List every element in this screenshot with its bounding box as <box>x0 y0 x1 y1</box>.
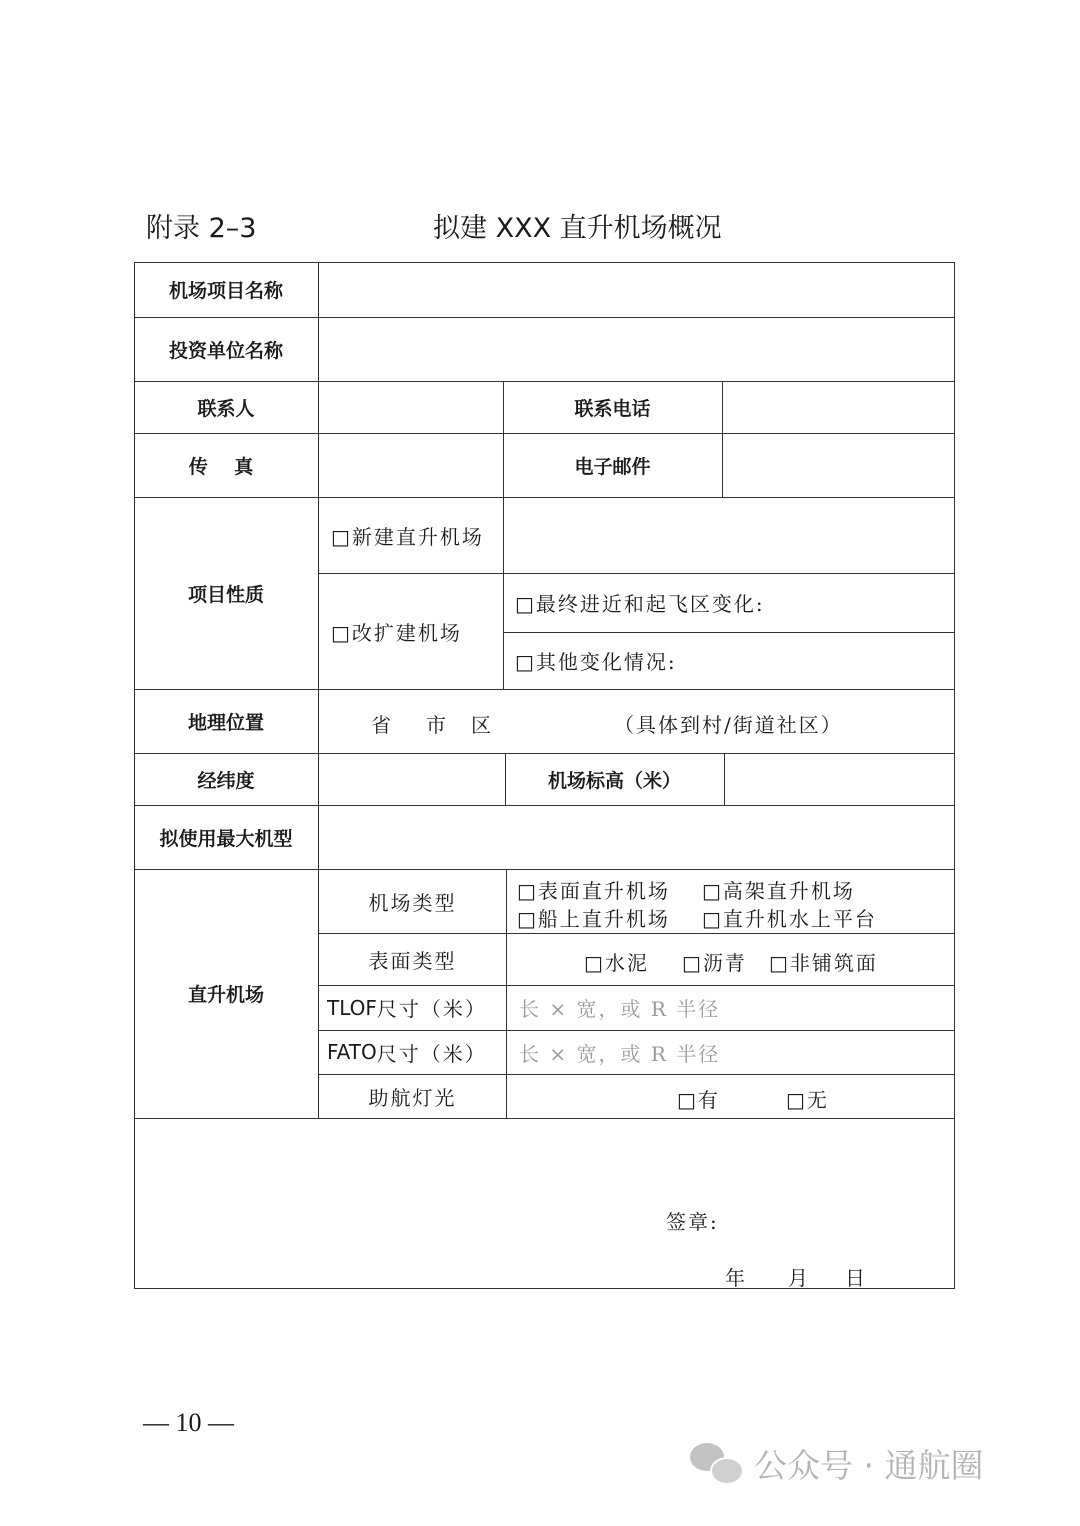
label-phone: 联系电话 <box>574 397 651 420</box>
page-number: — 10 — <box>143 1408 234 1437</box>
appendix-label: 附录 2–3 <box>146 213 257 244</box>
field-fato-size[interactable]: 长 × 宽，或 R 半径 <box>519 1041 721 1066</box>
label-latlon: 经纬度 <box>197 769 255 792</box>
label-max-aircraft: 拟使用最大机型 <box>159 827 293 850</box>
label-elevation: 机场标高（米） <box>547 769 681 792</box>
field-tlof-size[interactable]: 长 × 宽，或 R 半径 <box>519 997 721 1021</box>
checkbox-expand-airport[interactable]: □改扩建机场 <box>331 620 462 645</box>
label-location: 地理位置 <box>187 711 264 734</box>
label-fato-size <box>319 1030 506 1074</box>
checkbox-lighting-yes[interactable]: □有 <box>677 1088 720 1112</box>
checkbox-surface-heliport[interactable]: □表面直升机场 <box>517 879 670 903</box>
label-investor: 投资单位名称 <box>168 339 283 362</box>
location-district: 区 <box>471 713 493 737</box>
watermark <box>690 1440 983 1487</box>
fato-unit: 尺寸（米） <box>376 1041 487 1066</box>
date-day: 日 <box>845 1266 867 1290</box>
tlof-abbr: TLOF <box>327 995 377 1020</box>
fato-abbr: FATO <box>327 1040 377 1064</box>
checkbox-water-platform[interactable]: □直升机水上平台 <box>702 907 877 931</box>
page-title: 拟建 XXX 直升机场概况 <box>433 213 722 244</box>
label-lighting: 助航灯光 <box>368 1085 457 1110</box>
date-year: 年 <box>725 1266 747 1290</box>
field-contact[interactable] <box>319 381 503 433</box>
checkbox-unpaved[interactable]: □非铺筑面 <box>769 951 878 975</box>
checkbox-approach-change[interactable]: □最终进近和起飞区变化: <box>515 592 765 616</box>
date-month: 月 <box>788 1266 810 1290</box>
watermark-text: 公众号 · 通航圈 <box>754 1446 984 1485</box>
label-nature: 项目性质 <box>187 583 264 606</box>
label-project-name: 机场项目名称 <box>168 280 283 302</box>
field-elevation[interactable] <box>725 753 954 805</box>
label-heliport-type: 机场类型 <box>368 890 457 915</box>
checkbox-other-change[interactable]: □其他变化情况: <box>515 650 677 674</box>
checkbox-elevated-heliport[interactable]: □高架直升机场 <box>702 879 855 903</box>
label-surface-type: 表面类型 <box>368 948 457 973</box>
field-project-name[interactable] <box>319 262 954 317</box>
checkbox-new-heliport[interactable]: □新建直升机场 <box>331 524 484 549</box>
field-max-aircraft[interactable] <box>319 805 954 869</box>
label-tlof-size <box>319 985 506 1030</box>
label-heliport: 直升机场 <box>187 984 264 1006</box>
checkbox-lighting-no[interactable]: □无 <box>786 1088 829 1112</box>
label-fax: 传 真 <box>188 455 264 478</box>
location-note: （具体到村/街道社区） <box>614 713 843 737</box>
field-email[interactable] <box>723 433 954 497</box>
location-province: 省 <box>371 713 393 737</box>
field-fax[interactable] <box>319 433 503 497</box>
field-phone[interactable] <box>723 381 954 433</box>
wechat-icon <box>690 1443 742 1485</box>
field-latlon[interactable] <box>319 753 505 805</box>
checkbox-ship-heliport[interactable]: □船上直升机场 <box>517 907 670 931</box>
tlof-unit: 尺寸（米） <box>376 997 487 1021</box>
location-city: 市 <box>426 713 448 737</box>
signature-label: 签章: <box>666 1210 719 1234</box>
field-investor[interactable] <box>319 317 954 381</box>
label-contact: 联系人 <box>197 397 255 420</box>
checkbox-cement[interactable]: □水泥 <box>584 951 649 975</box>
checkbox-asphalt[interactable]: □沥青 <box>682 951 747 975</box>
label-email: 电子邮件 <box>574 455 651 478</box>
